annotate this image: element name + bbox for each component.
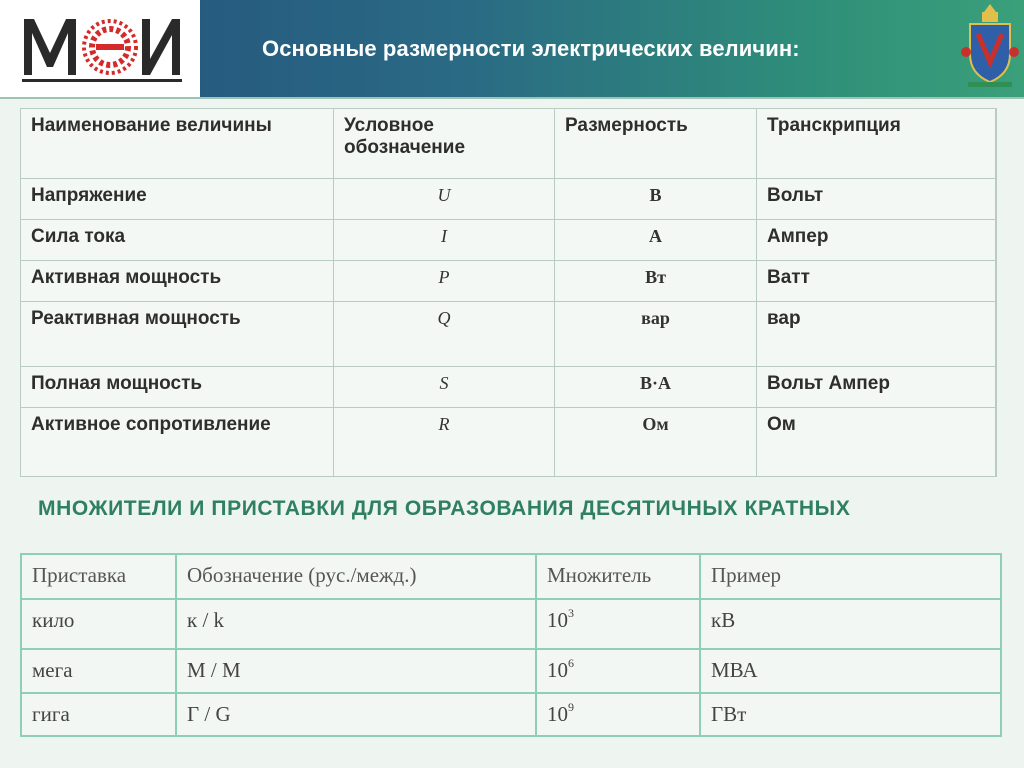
table-row: [21, 261, 997, 302]
prefix-example: ГВт: [700, 693, 1001, 736]
mei-logo: [0, 0, 200, 97]
quantity-transcription: Ом: [757, 408, 997, 477]
quantity-unit: В·А: [555, 367, 757, 408]
slide-title: Основные размерности электрических величин:: [262, 36, 800, 61]
quantity-transcription: Вольт Ампер: [757, 367, 997, 408]
column-header: Множитель: [536, 554, 700, 599]
table-row: [21, 367, 997, 408]
column-header: Обозначение (рус./межд.): [176, 554, 536, 599]
table-row: [21, 179, 997, 220]
quantity-transcription: Вольт: [757, 179, 997, 220]
quantity-unit: Вт: [555, 261, 757, 302]
slide-header: [0, 0, 1024, 99]
mei-logo-icon: [18, 9, 186, 87]
section-title: МНОЖИТЕЛИ И ПРИСТАВКИ ДЛЯ ОБРАЗОВАНИЯ ДЕСЯТИЧНЫХ КРАТНЫХ: [38, 497, 851, 520]
table-row: [21, 693, 1001, 736]
multiplier-exponent: 3: [568, 606, 574, 620]
multiplier-base: 10: [547, 658, 568, 682]
quantity-transcription: Ампер: [757, 220, 997, 261]
quantity-name: Активное сопротивление: [21, 408, 334, 477]
multiplier-base: 10: [547, 702, 568, 726]
quantity-name: Сила тока: [21, 220, 334, 261]
quantity-name: Активная мощность: [21, 261, 334, 302]
table-row: [21, 220, 997, 261]
quantity-symbol: S: [334, 367, 555, 408]
prefix-table: [20, 553, 1002, 737]
prefix-designation: к / k: [176, 599, 536, 649]
prefix-name: мега: [21, 649, 176, 693]
multiplier-base: 10: [547, 608, 568, 632]
quantities-table: [20, 108, 997, 477]
quantity-unit: А: [555, 220, 757, 261]
table-row: [21, 302, 997, 367]
table-header-row: [21, 109, 997, 179]
table-row: [21, 649, 1001, 693]
quantity-symbol: U: [334, 179, 555, 220]
quantity-symbol: I: [334, 220, 555, 261]
coat-of-arms-icon: [960, 2, 1020, 92]
multiplier-exponent: 9: [568, 700, 574, 714]
quantity-symbol: R: [334, 408, 555, 477]
table-row: [21, 408, 997, 477]
table-row: [21, 599, 1001, 649]
quantity-name: Реактивная мощность: [21, 302, 334, 367]
prefix-designation: Г / G: [176, 693, 536, 736]
column-header: Приставка: [21, 554, 176, 599]
prefix-name: кило: [21, 599, 176, 649]
column-header: Пример: [700, 554, 1001, 599]
column-header: Условное обозначение: [334, 109, 555, 179]
column-header: Транскрипция: [757, 109, 997, 179]
quantity-unit: Ом: [555, 408, 757, 477]
quantity-name: Полная мощность: [21, 367, 334, 408]
column-header: Размерность: [555, 109, 757, 179]
quantity-symbol: Q: [334, 302, 555, 367]
prefix-multiplier: [536, 649, 700, 693]
quantity-unit: вар: [555, 302, 757, 367]
prefix-multiplier: [536, 693, 700, 736]
quantity-unit: В: [555, 179, 757, 220]
quantity-transcription: вар: [757, 302, 997, 367]
column-header: Наименование величины: [21, 109, 334, 179]
quantity-symbol: P: [334, 261, 555, 302]
prefix-example: кВ: [700, 599, 1001, 649]
prefix-example: МВА: [700, 649, 1001, 693]
quantity-transcription: Ватт: [757, 261, 997, 302]
table-header-row: [21, 554, 1001, 599]
prefix-name: гига: [21, 693, 176, 736]
multiplier-exponent: 6: [568, 656, 574, 670]
prefix-multiplier: [536, 599, 700, 649]
quantity-name: Напряжение: [21, 179, 334, 220]
prefix-designation: М / M: [176, 649, 536, 693]
